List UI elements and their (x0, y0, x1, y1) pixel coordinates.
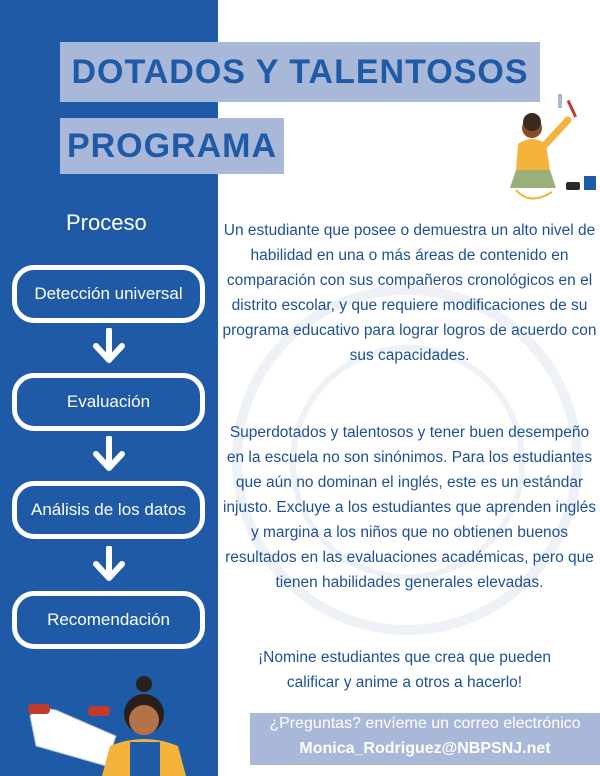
title-line-1: DOTADOS Y TALENTOSOS (60, 42, 540, 102)
child-legs (30, 709, 116, 766)
contact-email-link[interactable]: Monica_Rodriguez@NBPSNJ.net (299, 740, 551, 757)
shoe (566, 182, 580, 190)
step-universal-detection: Detección universal (12, 265, 205, 323)
step-recommendation: Recomendación (12, 591, 205, 649)
hair-bun (136, 676, 152, 692)
process-heading: Proceso (66, 210, 147, 235)
brush-handle (558, 94, 562, 108)
program-note: Superdotados y talentosos y tener buen desempeño en la escuela no son sinónimos. Para los estudiantes que aún no dominan el inglés, este es un estándar injusto. Excluye a los estudiantes que aprenden inglés y margina a los niños que no obtienen buenos resultados en las evaluaciones académicas, pero que tienen habilidades generales elevadas. (222, 424, 597, 591)
down-arrow-icon (91, 436, 127, 474)
paint-ribbon (516, 190, 552, 199)
call-to-action: ¡Nomine estudiantes que crea que pueden calificar y anime a otros a hacerlo! (258, 649, 551, 691)
down-arrow-icon (91, 546, 127, 584)
contact-question: ¿Preguntas? envíeme un correo electrónico (269, 715, 581, 732)
reading-child-illustration (26, 676, 196, 776)
brush (567, 100, 577, 118)
paint-can (584, 176, 596, 190)
step-data-analysis: Análisis de los datos (12, 481, 205, 539)
shoe (28, 704, 50, 714)
child-pants (510, 170, 556, 188)
book (130, 742, 160, 776)
shoe (88, 706, 110, 716)
down-arrow-icon (91, 328, 127, 366)
child-hair (523, 113, 541, 131)
program-definition: Un estudiante que posee o demuestra un alto nivel de habilidad en una o más áreas de contenido en comparación con sus compañeros cronológicos en el distrito escolar, y que requiere modificaciones de su programa educativo para lograr logros de acuerdo con sus capacidades. (222, 222, 597, 364)
child-face (129, 705, 159, 735)
painting-child-illustration (510, 88, 600, 208)
child-arm (544, 120, 568, 146)
step-evaluation: Evaluación (12, 373, 205, 431)
title-line-2: PROGRAMA (60, 118, 284, 174)
